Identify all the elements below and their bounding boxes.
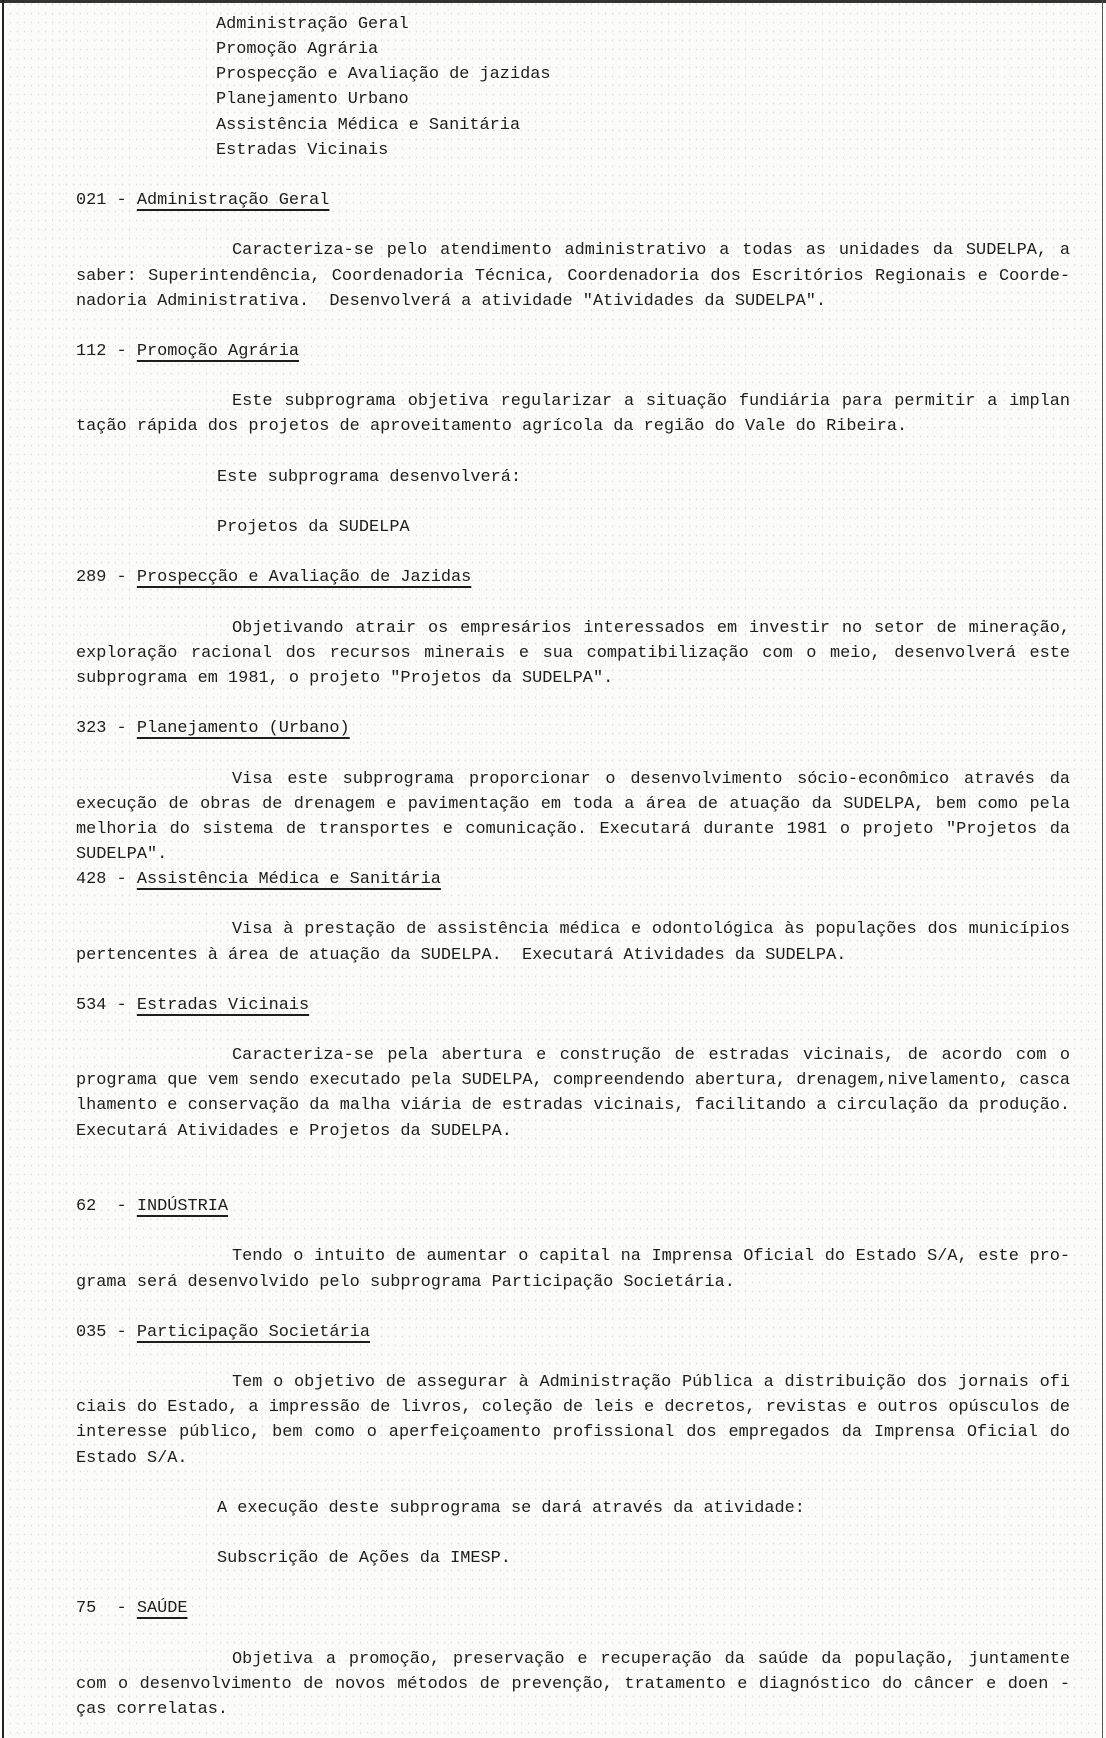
section-heading	[76, 568, 471, 588]
section-heading	[76, 1323, 370, 1343]
section-heading	[76, 342, 299, 362]
section-code: 289 -	[76, 568, 137, 588]
subprogram-list-item: Prospecção e Avaliação de jazidas	[216, 65, 551, 85]
section-heading	[76, 719, 350, 739]
section-title: SAÚDE	[136, 1599, 188, 1619]
paragraph-line: Objetivando atrair os empresários interessados em investir no setor de mineração,	[232, 618, 1070, 638]
subprogram-list-item: Estradas Vicinais	[216, 140, 389, 160]
section-title: Promoção Agrária	[136, 341, 300, 361]
section-heading	[76, 870, 441, 890]
section-note-line: Subscrição de Ações da IMESP.	[217, 1549, 511, 1569]
section-note-line: Este subprograma desenvolverá:	[217, 467, 522, 487]
section-code: 035 -	[76, 1322, 137, 1342]
paragraph-line: execução de obras de drenagem e pavimentação em toda a área de atuação da SUDELPA, bem como pela	[76, 794, 1070, 814]
paragraph-line: Caracteriza-se pela abertura e construção de estradas vicinais, de acordo com o	[232, 1046, 1070, 1066]
section-code: 323 -	[76, 719, 137, 739]
paragraph-line: subprograma em 1981, o projeto "Projetos da SUDELPA".	[76, 668, 614, 688]
paragraph-line: interesse público, bem como o aperfeiçoamento profissional dos empregados da Imprensa Oficial do	[76, 1423, 1070, 1443]
section-code: 534 -	[76, 995, 137, 1015]
page-left-border	[2, 0, 4, 1738]
paragraph-line: Visa à prestação de assistência médica e odontológica às populações dos municípios	[232, 920, 1070, 940]
section-title: INDÚSTRIA	[136, 1197, 229, 1217]
paragraph-line: Este subprograma objetiva regularizar a situação fundiária para permitir a implan	[232, 392, 1070, 412]
paragraph-line: Tem o objetivo de assegurar à Administração Pública a distribuição dos jornais ofi	[232, 1373, 1070, 1393]
paragraph-line: tação rápida dos projetos de aproveitamento agrícola da região do Vale do Ribeira.	[76, 417, 908, 437]
section-title: Administração Geral	[136, 191, 330, 211]
paragraph-line: com o desenvolvimento de novos métodos de prevenção, tratamento e diagnóstico do câncer e doen -	[76, 1674, 1070, 1694]
section-heading	[76, 996, 309, 1016]
section-title: Planejamento (Urbano)	[136, 719, 350, 739]
paragraph-line: melhoria do sistema de transportes e comunicação. Executará durante 1981 o projeto "Projetos da	[76, 819, 1070, 839]
section-code: 62 -	[76, 1197, 137, 1217]
subprogram-list-item: Administração Geral	[216, 15, 409, 34]
page-right-border	[1102, 0, 1103, 1738]
paragraph-line: Objetiva a promoção, preservação e recuperação da saúde da população, juntamente	[232, 1649, 1070, 1669]
paragraph-line: SUDELPA".	[76, 844, 168, 864]
paragraph-line: grama será desenvolvido pelo subprograma Participação Societária.	[76, 1272, 735, 1292]
section-heading	[76, 1599, 188, 1619]
page-top-border	[0, 0, 1106, 3]
section-heading	[76, 1197, 228, 1217]
paragraph-line: ciais do Estado, a impressão de livros, coleção de leis e decretos, revistas e outros opúsculos de	[76, 1398, 1070, 1418]
section-title: Prospecção e Avaliação de Jazidas	[136, 568, 472, 588]
section-code: 428 -	[76, 870, 137, 890]
paragraph-line: ças correlatas.	[76, 1700, 229, 1720]
paragraph-line: Executará Atividades e Projetos da SUDELPA.	[76, 1121, 512, 1141]
paragraph-line: saber: Superintendência, Coordenadoria Técnica, Coordenadoria dos Escritórios Regionais e Coorde-	[76, 266, 1070, 286]
paragraph-line: lhamento e conservação da malha viária de estradas vicinais, facilitando a circulação da produção.	[76, 1096, 1070, 1116]
section-heading	[76, 191, 329, 211]
section-code: 112 -	[76, 341, 137, 361]
section-note-line: A execução deste subprograma se dará através da atividade:	[217, 1498, 805, 1518]
subprogram-list-item: Assistência Médica e Sanitária	[216, 115, 521, 135]
paragraph-line: Visa este subprograma proporcionar o desenvolvimento sócio-econômico através da	[232, 769, 1070, 789]
section-title: Assistência Médica e Sanitária	[136, 870, 441, 890]
section-title: Participação Societária	[136, 1322, 370, 1342]
section-title: Estradas Vicinais	[136, 995, 310, 1015]
section-note-line: Projetos da SUDELPA	[217, 518, 410, 537]
paragraph-line: pertencentes à área de atuação da SUDELPA. Executará Atividades da SUDELPA.	[76, 945, 847, 965]
paragraph-line: Estado S/A.	[76, 1448, 188, 1468]
subprogram-list-item: Planejamento Urbano	[216, 90, 409, 110]
subprogram-list-item: Promoção Agrária	[216, 40, 379, 60]
paragraph-line: Caracteriza-se pelo atendimento administrativo a todas as unidades da SUDELPA, a	[232, 241, 1070, 261]
paragraph-line: nadoria Administrativa. Desenvolverá a atividade "Atividades da SUDELPA".	[76, 291, 827, 311]
section-code: 75 -	[76, 1599, 137, 1619]
paragraph-line: Tendo o intuito de aumentar o capital na Imprensa Oficial do Estado S/A, este pro-	[232, 1247, 1070, 1267]
section-code: 021 -	[76, 191, 137, 211]
paragraph-line: exploração racional dos recursos minerais e sua compatibilização com o meio, desenvolverá este	[76, 643, 1070, 663]
paragraph-line: programa que vem sendo executado pela SUDELPA, compreendendo abertura, drenagem,nivelamento, casca	[76, 1071, 1070, 1091]
